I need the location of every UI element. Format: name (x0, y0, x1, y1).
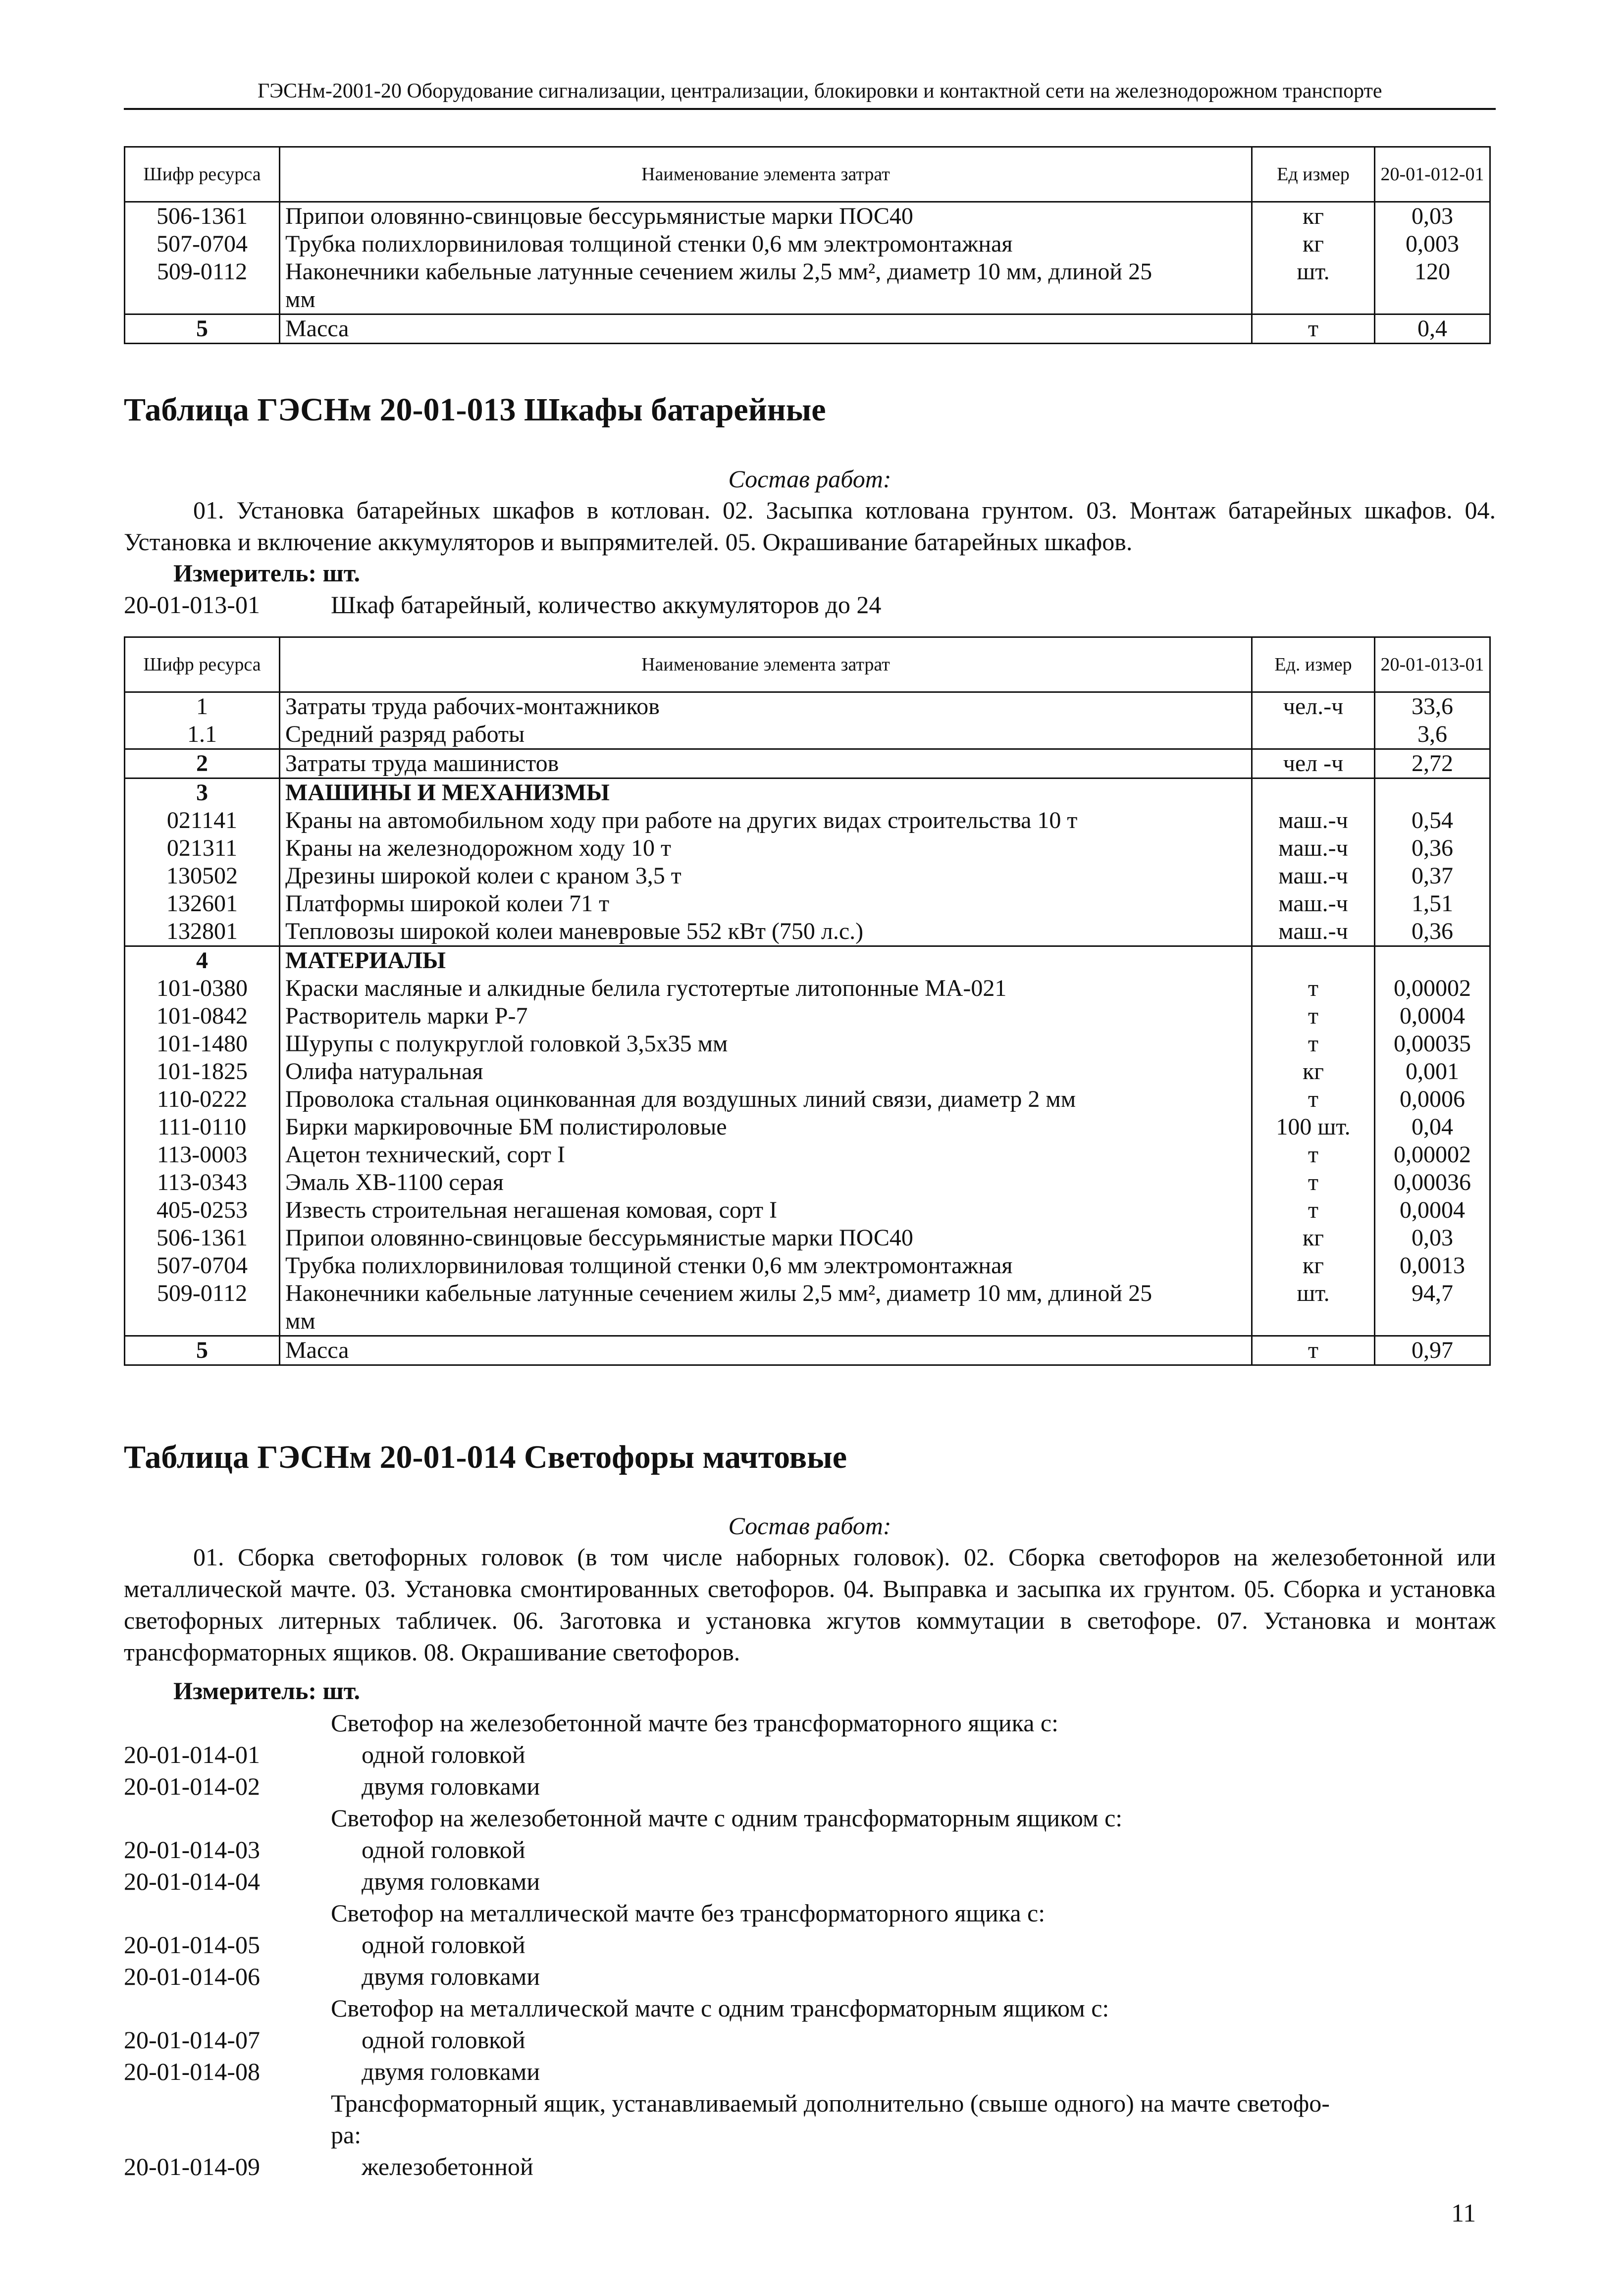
table-row (125, 918, 1490, 946)
cell-value: 0,4 (1375, 314, 1490, 344)
cell-name: Трубка полихлорвиниловая толщиной стенки 0,6 мм электромонтажная (280, 230, 1252, 258)
cell-unit (1252, 1307, 1375, 1336)
table-row (125, 807, 1490, 834)
table-row (125, 1113, 1490, 1141)
col-header-name: Наименование элемента затрат (280, 147, 1252, 202)
cell-unit (1252, 946, 1375, 975)
running-header: ГЭСНм-2001-20 Оборудование сигнализации, централизации, блокировки и контактной сети на железнодорожном транспорте (258, 80, 1382, 103)
page-number: 11 (1451, 2199, 1476, 2227)
cell-name: Трубка полихлорвиниловая толщиной стенки 0,6 мм электромонтажная (280, 1252, 1252, 1280)
cell-unit: кг (1252, 1058, 1375, 1086)
item-code: 20-01-014-02 (124, 1772, 260, 1800)
cell-value: 0,0006 (1375, 1086, 1490, 1113)
col-header-name: Наименование элемента затрат (280, 637, 1252, 692)
item-name: одной головкой (362, 1741, 525, 1768)
cell-code: 3 (125, 778, 280, 807)
table-header-row (125, 147, 1490, 202)
col-header-code: Шифр ресурса (125, 637, 280, 692)
table-row (125, 946, 1490, 975)
cell-code: 113-0343 (125, 1169, 280, 1196)
table-header-row (125, 637, 1490, 692)
cell-value: 0,04 (1375, 1113, 1490, 1141)
cell-value: 0,36 (1375, 834, 1490, 862)
cell-code: 130502 (125, 862, 280, 890)
cell-code (125, 1307, 280, 1336)
cell-code: 021311 (125, 834, 280, 862)
item-code: 20-01-014-06 (124, 1963, 260, 1990)
table-row (125, 721, 1490, 749)
cell-code: 1 (125, 692, 280, 721)
item-name-013: Шкаф батарейный, количество аккумуляторов до 24 (331, 591, 882, 619)
cell-name: Наконечники кабельные латунные сечением жилы 2,5 мм², диаметр 10 мм, длиной 25 (280, 258, 1252, 286)
item-name: железобетонной (362, 2153, 533, 2180)
cell-unit: т (1252, 1336, 1375, 1365)
cell-value: 0,001 (1375, 1058, 1490, 1086)
measure-014: Измеритель: шт. (173, 1677, 361, 1705)
table-row (125, 890, 1490, 918)
item-code: 20-01-014-09 (124, 2153, 260, 2180)
cell-value (1375, 778, 1490, 807)
cell-unit: чел -ч (1252, 749, 1375, 778)
col-header-unit: Ед. измер (1252, 637, 1375, 692)
cell-code: 111-0110 (125, 1113, 280, 1141)
table-row (125, 778, 1490, 807)
table-row (125, 1224, 1490, 1252)
cell-code: 507-0704 (125, 1252, 280, 1280)
cell-unit: т (1252, 1141, 1375, 1169)
table-row (125, 286, 1490, 314)
list-heading: Светофор на железобетонной мачте без трансформаторного ящика с: (331, 1709, 1058, 1737)
cell-name: Платформы широкой колеи 71 т (280, 890, 1252, 918)
col-header-code: Шифр ресурса (125, 147, 280, 202)
list-heading: Светофор на металлической мачте с одним трансформаторным ящиком с: (331, 1994, 1109, 2022)
cell-unit: кг (1252, 230, 1375, 258)
table-row (125, 1086, 1490, 1113)
resource-table-013 (124, 636, 1491, 1366)
cell-unit: т (1252, 1002, 1375, 1030)
cell-unit: кг (1252, 1224, 1375, 1252)
cell-code: 5 (125, 1336, 280, 1365)
resource-table-012 (124, 146, 1491, 344)
cell-name: Тепловозы широкой колеи маневровые 552 кВт (750 л.с.) (280, 918, 1252, 946)
cell-code: 132801 (125, 918, 280, 946)
composition-text-014: 01. Сборка светофорных головок (в том числе наборных головок). 02. Сборка светофоров на железобетонной или металлической мачте. 03. Установка смонтированных светофоров. 04. Выправка и засыпка их грунтом. 05. Сборка и установка светофорных литерных табличек. 06. Заготовка и установка жгутов коммутации в светофоре. 07. Установка и монтаж трансформаторных ящиков. 08. Окрашивание светофоров. (124, 1543, 1496, 1666)
cell-code: 101-1480 (125, 1030, 280, 1058)
cell-value: 33,6 (1375, 692, 1490, 721)
table-row (125, 1169, 1490, 1196)
table-row (125, 230, 1490, 258)
cell-value: 0,00036 (1375, 1169, 1490, 1196)
cell-code: 507-0704 (125, 230, 280, 258)
cell-value: 0,00002 (1375, 975, 1490, 1002)
table-row (125, 1336, 1490, 1365)
cell-value (1375, 946, 1490, 975)
cell-value: 3,6 (1375, 721, 1490, 749)
item-name: двумя головками (362, 1772, 540, 1800)
cell-code: 5 (125, 314, 280, 344)
cell-unit: 100 шт. (1252, 1113, 1375, 1141)
cell-value: 0,03 (1375, 1224, 1490, 1252)
table-row (125, 1058, 1490, 1086)
cell-name: Бирки маркировочные БМ полистироловые (280, 1113, 1252, 1141)
cell-value (1375, 1307, 1490, 1336)
cell-code: 405-0253 (125, 1196, 280, 1224)
cell-name: Средний разряд работы (280, 721, 1252, 749)
item-code: 20-01-014-08 (124, 2058, 260, 2085)
table-row (125, 258, 1490, 286)
cell-unit (1252, 721, 1375, 749)
cell-name: МАТЕРИАЛЫ (280, 946, 1252, 975)
cell-unit: т (1252, 1086, 1375, 1113)
cell-unit: т (1252, 975, 1375, 1002)
cell-value: 1,51 (1375, 890, 1490, 918)
cell-code: 1.1 (125, 721, 280, 749)
measure-013: Измеритель: шт. (173, 559, 361, 587)
cell-code: 509-0112 (125, 258, 280, 286)
table-row (125, 1002, 1490, 1030)
col-header-value: 20-01-013-01 (1375, 637, 1490, 692)
cell-name: Олифа натуральная (280, 1058, 1252, 1086)
cell-unit: маш.-ч (1252, 807, 1375, 834)
cell-name: Масса (280, 1336, 1252, 1365)
cell-name: Краны на железнодорожном ходу 10 т (280, 834, 1252, 862)
cell-unit: маш.-ч (1252, 862, 1375, 890)
cell-code: 101-0380 (125, 975, 280, 1002)
list-heading: Трансформаторный ящик, устанавливаемый дополнительно (свыше одного) на мачте светофо- (331, 2089, 1330, 2117)
composition-text-013: 01. Установка батарейных шкафов в котлован. 02. Засыпка котлована грунтом. 03. Монтаж батарейных шкафов. 04. Установка и включение аккумуляторов и выпрямителей. 05. Окрашивание батарейных шкафов. (124, 496, 1496, 556)
cell-value: 0,0004 (1375, 1196, 1490, 1224)
cell-code: 101-0842 (125, 1002, 280, 1030)
cell-code: 132601 (125, 890, 280, 918)
cell-value: 0,0004 (1375, 1002, 1490, 1030)
cell-name: мм (280, 1307, 1252, 1336)
cell-unit (1252, 286, 1375, 314)
cell-unit: шт. (1252, 1280, 1375, 1307)
table-row (125, 1196, 1490, 1224)
cell-name: Известь строительная негашеная комовая, сорт I (280, 1196, 1252, 1224)
cell-code: 113-0003 (125, 1141, 280, 1169)
cell-name: мм (280, 286, 1252, 314)
list-heading-cont: ра: (331, 2121, 362, 2149)
cell-value: 0,37 (1375, 862, 1490, 890)
table-row (125, 314, 1490, 344)
item-code: 20-01-014-04 (124, 1867, 260, 1895)
table-row (125, 1307, 1490, 1336)
cell-name: Затраты труда рабочих-монтажников (280, 692, 1252, 721)
cell-code (125, 286, 280, 314)
cell-unit: т (1252, 1196, 1375, 1224)
cell-unit: т (1252, 314, 1375, 344)
cell-name: Ацетон технический, сорт I (280, 1141, 1252, 1169)
cell-name: Краны на автомобильном ходу при работе на других видах строительства 10 т (280, 807, 1252, 834)
table-row (125, 749, 1490, 778)
item-name: двумя головками (362, 2058, 540, 2085)
composition-label-014: Состав работ: (728, 1512, 891, 1540)
col-header-value: 20-01-012-01 (1375, 147, 1490, 202)
cell-unit (1252, 778, 1375, 807)
item-code: 20-01-014-01 (124, 1741, 260, 1768)
cell-name: Припои оловянно-свинцовые бессурьмянистые марки ПОС40 (280, 202, 1252, 231)
cell-name: Растворитель марки Р-7 (280, 1002, 1252, 1030)
cell-code: 4 (125, 946, 280, 975)
item-name: одной головкой (362, 2026, 525, 2054)
table-row (125, 834, 1490, 862)
cell-unit: т (1252, 1169, 1375, 1196)
cell-name: Дрезины широкой колеи с краном 3,5 т (280, 862, 1252, 890)
section-title-014: Таблица ГЭСНм 20-01-014 Светофоры мачтовые (124, 1439, 847, 1475)
table-row (125, 1252, 1490, 1280)
cell-unit: кг (1252, 202, 1375, 231)
cell-unit: маш.-ч (1252, 890, 1375, 918)
cell-value: 0,97 (1375, 1336, 1490, 1365)
table-row (125, 1030, 1490, 1058)
table-row (125, 692, 1490, 721)
cell-value: 0,003 (1375, 230, 1490, 258)
table-row (125, 1280, 1490, 1307)
table-row (125, 202, 1490, 231)
cell-unit: кг (1252, 1252, 1375, 1280)
cell-unit: маш.-ч (1252, 834, 1375, 862)
cell-name: Проволока стальная оцинкованная для воздушных линий связи, диаметр 2 мм (280, 1086, 1252, 1113)
cell-name: Краски масляные и алкидные белила густотертые литопонные МА-021 (280, 975, 1252, 1002)
section-title-013: Таблица ГЭСНм 20-01-013 Шкафы батарейные (124, 392, 826, 428)
cell-code: 506-1361 (125, 202, 280, 231)
cell-name: Припои оловянно-свинцовые бессурьмянистые марки ПОС40 (280, 1224, 1252, 1252)
cell-value: 0,54 (1375, 807, 1490, 834)
item-code: 20-01-014-05 (124, 1931, 260, 1959)
cell-code: 506-1361 (125, 1224, 280, 1252)
item-code-013: 20-01-013-01 (124, 591, 260, 619)
cell-name: Шурупы с полукруглой головкой 3,5х35 мм (280, 1030, 1252, 1058)
item-name: одной головкой (362, 1931, 525, 1959)
cell-value: 2,72 (1375, 749, 1490, 778)
cell-value: 0,03 (1375, 202, 1490, 231)
cell-name: Эмаль ХВ-1100 серая (280, 1169, 1252, 1196)
cell-code: 2 (125, 749, 280, 778)
cell-code: 021141 (125, 807, 280, 834)
cell-name: Затраты труда машинистов (280, 749, 1252, 778)
cell-name: Наконечники кабельные латунные сечением жилы 2,5 мм², диаметр 10 мм, длиной 25 (280, 1280, 1252, 1307)
item-code: 20-01-014-03 (124, 1836, 260, 1863)
list-heading: Светофор на металлической мачте без трансформаторного ящика с: (331, 1899, 1046, 1927)
header-rule (124, 108, 1496, 110)
composition-label-013: Состав работ: (728, 465, 891, 493)
table-row (125, 975, 1490, 1002)
table-row (125, 862, 1490, 890)
item-name: двумя головками (362, 1867, 540, 1895)
cell-code: 101-1825 (125, 1058, 280, 1086)
list-heading: Светофор на железобетонной мачте с одним трансформаторным ящиком с: (331, 1804, 1123, 1832)
cell-value: 0,00035 (1375, 1030, 1490, 1058)
cell-unit: чел.-ч (1252, 692, 1375, 721)
cell-name: МАШИНЫ И МЕХАНИЗМЫ (280, 778, 1252, 807)
item-code: 20-01-014-07 (124, 2026, 260, 2054)
cell-unit: т (1252, 1030, 1375, 1058)
cell-code: 110-0222 (125, 1086, 280, 1113)
item-name: двумя головками (362, 1963, 540, 1990)
cell-unit: маш.-ч (1252, 918, 1375, 946)
cell-code: 509-0112 (125, 1280, 280, 1307)
cell-value: 94,7 (1375, 1280, 1490, 1307)
item-name: одной головкой (362, 1836, 525, 1863)
cell-value (1375, 286, 1490, 314)
table-row (125, 1141, 1490, 1169)
cell-unit: шт. (1252, 258, 1375, 286)
cell-name: Масса (280, 314, 1252, 344)
cell-value: 0,0013 (1375, 1252, 1490, 1280)
cell-value: 120 (1375, 258, 1490, 286)
col-header-unit: Ед измер (1252, 147, 1375, 202)
cell-value: 0,36 (1375, 918, 1490, 946)
cell-value: 0,00002 (1375, 1141, 1490, 1169)
